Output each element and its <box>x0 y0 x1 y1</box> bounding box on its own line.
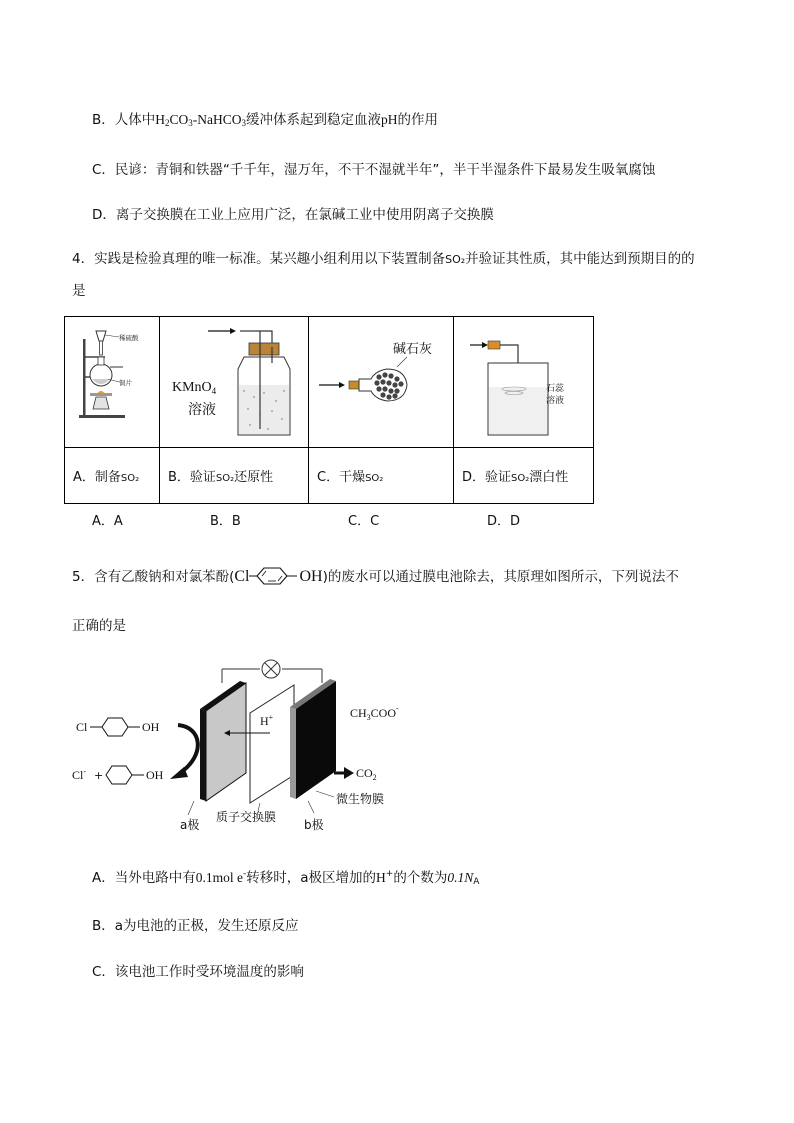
kmno4-bottle-diagram <box>160 317 308 443</box>
option-b-letter: B． <box>92 112 115 128</box>
apparatus-c-label: C．干燥SO₂ <box>309 448 454 504</box>
q3-option-c: C．民谚：青铜和铁器“千千年，湿万年，不干不湿就半年”，半干半湿条件下最易发生吸氧腐蚀 <box>92 162 656 178</box>
q5-stem <box>72 565 679 586</box>
q3-option-b <box>92 108 438 128</box>
option-b-text: 人体中 <box>114 112 156 128</box>
electron-amount: 0.1mol e <box>195 870 243 885</box>
litmus-label-1: 石蕊 <box>546 384 565 394</box>
cl-symbol: Cl <box>234 568 250 585</box>
q4-stem <box>72 247 695 267</box>
so2-formula: SO₂ <box>445 253 466 266</box>
q4-choice-a: A．A <box>92 514 123 529</box>
q5-option-b: B．a为电池的正极，发生还原反应 <box>92 918 299 934</box>
apparatus-b-cell <box>160 317 309 448</box>
benzene-ring-icon <box>249 566 299 586</box>
bio-membrane-label: 微生物膜 <box>336 792 385 806</box>
membrane-cell-diagram <box>70 655 430 835</box>
dilute-acid-label: 稀硫酸 <box>119 334 139 342</box>
kmno4-label: KMnO$_4$ <box>172 380 217 396</box>
fig-oh-bottom: OH <box>146 768 164 782</box>
apparatus-a-label: A．制备SO₂ <box>65 448 160 504</box>
q5-stem-part2: )的废水可以通过膜电池除去，其原理如图所示，下列说法不 <box>322 569 679 585</box>
h-ion: H <box>376 870 386 885</box>
solution-label: 溶液 <box>188 402 216 418</box>
acetate-label: $CH_3COO^-$ <box>350 704 399 722</box>
fig-plus: + <box>94 769 104 782</box>
q4-stem-line2: 是 <box>72 283 86 299</box>
q5-option-c: C．该电池工作时受环境温度的影响 <box>92 964 304 980</box>
apparatus-table <box>64 316 594 504</box>
q4-stem-part1: 4．实践是检验真理的唯一标准。某兴趣小组利用以下装置制备 <box>72 251 446 267</box>
q4-choice-c: C．C <box>348 514 380 529</box>
litmus-beaker-diagram <box>454 317 593 443</box>
q4-choice-d: D．D <box>487 514 521 529</box>
fig-oh-top: OH <box>142 720 160 734</box>
soda-lime-label: 碱石灰 <box>393 342 433 357</box>
fig-cl-top: Cl <box>76 720 88 734</box>
pole-b-label: b极 <box>304 818 324 832</box>
h-plus-label: H+ <box>260 713 274 728</box>
apparatus-b-label: B．验证SO₂还原性 <box>160 448 309 504</box>
apparatus-d-cell <box>454 317 594 448</box>
avogadro-symbol: 0.1N <box>447 870 474 885</box>
apparatus-d-label: D．验证SO₂漂白性 <box>454 448 594 504</box>
option-b-text-3: 的作用 <box>397 112 439 128</box>
so2-generator-diagram <box>65 317 159 443</box>
proton-membrane-label: 质子交换膜 <box>216 810 277 824</box>
q5-stem-part1: 5．含有乙酸钠和对氯苯酚( <box>72 569 235 585</box>
option-b-text-2: 缓冲体系起到稳定血液 <box>246 112 382 128</box>
oh-symbol: OH <box>299 568 323 585</box>
q5-option-a: A．当外电路中有0.1mol e-转移时，a极区增加的H+的个数为$0.1N_A$ <box>92 869 480 887</box>
pole-a-label: a极 <box>180 818 200 832</box>
q4-stem-part2: 并验证其性质，其中能达到预期目的的 <box>465 251 695 267</box>
q5-stem-line2: 正确的是 <box>72 618 126 634</box>
formula-h2co3: $H_2CO_3-NaHCO_3$ <box>155 112 247 128</box>
co2-label: $CO_2$ <box>356 766 377 782</box>
litmus-label-2: 溶液 <box>546 396 565 406</box>
fig-cl-minus: Cl- <box>72 767 87 782</box>
apparatus-a-cell <box>65 317 160 448</box>
drying-tube-diagram <box>309 317 453 443</box>
apparatus-c-cell <box>309 317 454 448</box>
copper-label: 铜片 <box>119 379 132 387</box>
q3-option-d: D．离子交换膜在工业上应用广泛，在氯碱工业中使用阴离子交换膜 <box>92 207 494 223</box>
ph-symbol: pH <box>381 112 398 127</box>
q4-choice-b: B．B <box>210 514 241 529</box>
